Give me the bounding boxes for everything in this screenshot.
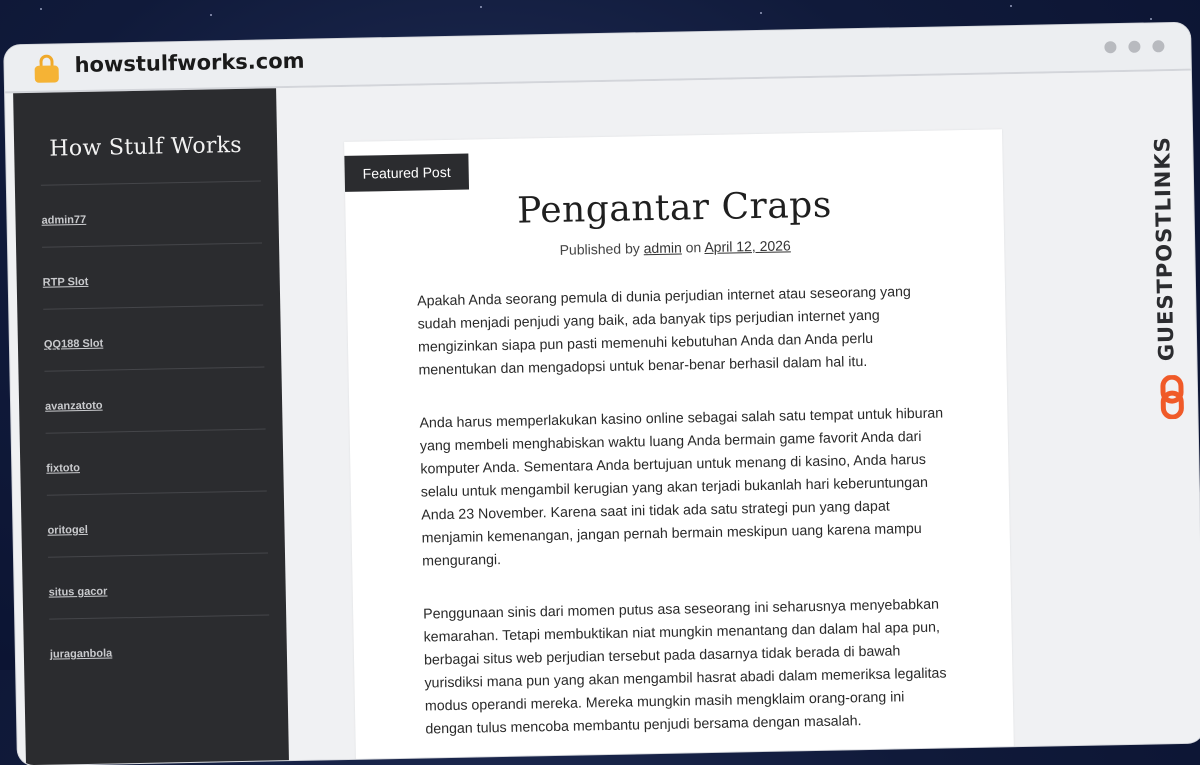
sidebar-link[interactable]: admin77 xyxy=(41,213,87,227)
author-link[interactable]: admin xyxy=(643,239,682,257)
byline-prefix: Published by xyxy=(559,240,640,258)
chain-link-icon xyxy=(1158,375,1187,420)
sidebar-link[interactable]: RTP Slot xyxy=(42,275,89,289)
sidebar-link[interactable]: oritogel xyxy=(47,523,88,537)
url-text[interactable]: howstulfworks.com xyxy=(74,48,305,78)
watermark-label: GUESTPOSTLINKS xyxy=(1150,136,1179,362)
browser-window xyxy=(4,23,1200,765)
post-paragraph: Penggunaan sinis dari momen putus asa seseorang ini seharusnya menyebabkan kemarahan. Tetapi membuktikan niat mungkin menantang dan dalam hal apa pun, berbagai situs web perjudian tersebut pada dasarnya tidak berada di bawah yurisdiksi mana pun yang akan mengambil hasrat abadi dalam memeriksa legalitas modus operandi mereka. Mereka mungkin masih mengklaim orang-orang ini dengan tulus mencoba membantu penjudi bersama dengan masalah. xyxy=(423,596,947,738)
post-byline xyxy=(346,233,1004,262)
sidebar-item xyxy=(47,490,268,556)
featured-badge: Featured Post xyxy=(344,154,469,192)
menu-dot-icon[interactable] xyxy=(1128,41,1140,53)
post-paragraph: Anda harus memperlakukan kasino online sebagai salah satu tempat untuk hiburan yang membeli menghabiskan waktu luang Anda bermain game favorit Anda dari komputer Anda. Sementara Anda bertujuan untuk menang di kasino, Anda harus selalu untuk mengambil kerugian yang akan terjadi bukanlah hari keberuntungan Anda 23 November. Karena saat ini tidak ada satu strategi pun yang dapat menjamin kemenangan, jangan pernah bermain meskipun uang karena mampu mengurangi. xyxy=(419,405,944,570)
sidebar-link[interactable]: fixtoto xyxy=(46,462,81,475)
sidebar-links xyxy=(41,181,270,681)
guestpostlinks-watermark xyxy=(1150,131,1190,432)
site-title[interactable]: How Stulf Works xyxy=(49,132,243,162)
window-menu[interactable] xyxy=(1104,40,1164,53)
post-title[interactable]: Pengantar Craps xyxy=(516,184,833,232)
sidebar-item xyxy=(41,181,262,247)
date-link[interactable]: April 12, 2026 xyxy=(704,237,791,256)
byline-on: on xyxy=(685,239,702,256)
sidebar-item xyxy=(49,614,270,680)
lock-icon xyxy=(34,54,59,82)
sidebar-item xyxy=(43,305,264,371)
menu-dot-icon[interactable] xyxy=(1152,40,1164,52)
sidebar-link[interactable]: avanzatoto xyxy=(45,399,103,413)
sidebar xyxy=(13,88,289,765)
sidebar-item xyxy=(44,367,265,433)
post-body xyxy=(417,280,956,765)
sidebar-link[interactable]: QQ188 Slot xyxy=(43,337,104,351)
post-paragraph: Apakah Anda seorang pemula di dunia perjudian internet atau seseorang yang sudah menjadi penjudi yang baik, ada banyak tips perjudian internet yang mengizinkan siapa pun pasti memenuhi kebutuhan Anda dan Anda perlu menentukan dan mengadopsi untuk benar-benar berhasil dalam hal itu. xyxy=(417,284,912,379)
sidebar-item xyxy=(46,428,267,494)
sidebar-item xyxy=(42,243,263,309)
browser-frame xyxy=(0,18,1200,741)
page-content xyxy=(13,71,1200,765)
sidebar-item xyxy=(48,552,269,618)
menu-dot-icon[interactable] xyxy=(1104,41,1116,53)
sidebar-link[interactable]: situs gacor xyxy=(48,585,108,599)
sidebar-link[interactable]: juraganbola xyxy=(49,647,113,661)
